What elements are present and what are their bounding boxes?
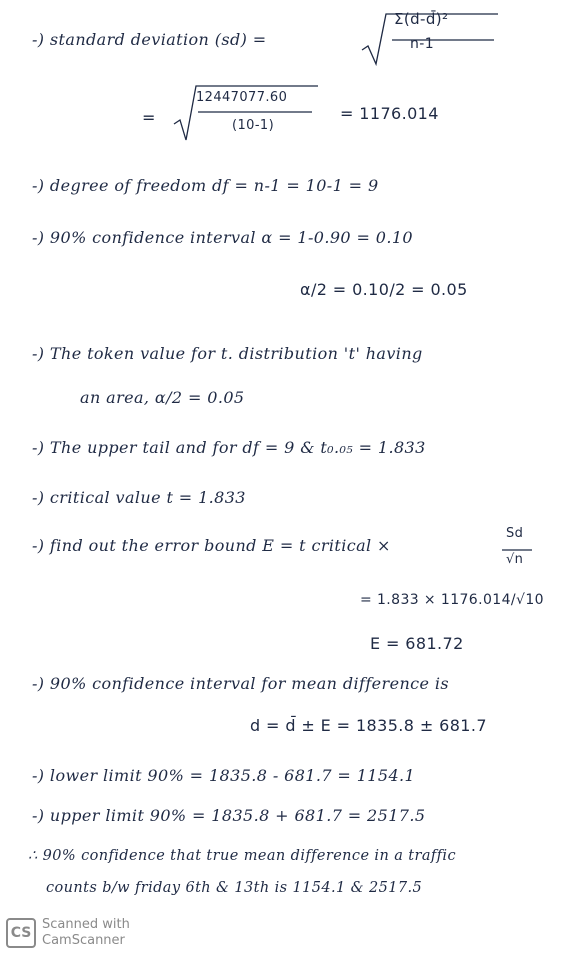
watermark-line-1: Scanned with xyxy=(42,917,130,932)
sd-label: -) standard deviation (sd) = xyxy=(32,30,267,49)
eb-result: E = 681.72 xyxy=(370,634,464,653)
dof-line: -) degree of freedom df = n-1 = 10-1 = 9 xyxy=(32,176,379,195)
eb-frac-den: √n xyxy=(506,552,524,567)
eq-sign: = xyxy=(142,108,156,127)
ci-alpha-line: -) 90% confidence interval α = 1-0.90 = 0.10 xyxy=(32,228,413,247)
ci-formula-line: d = d̄ ± E = 1835.8 ± 681.7 xyxy=(250,716,487,735)
sd-result: = 1176.014 xyxy=(340,104,439,123)
eb-frac-num: Sd xyxy=(506,526,524,541)
area-line: an area, α/2 = 0.05 xyxy=(80,388,245,407)
upper-limit-line: -) upper limit 90% = 1835.8 + 681.7 = 2517.5 xyxy=(32,806,426,825)
ci-mean-line: -) 90% confidence interval for mean difference is xyxy=(32,674,449,693)
sd-num-value: 12447077.60 xyxy=(196,90,288,105)
critical-line: -) critical value t = 1.833 xyxy=(32,488,246,507)
alpha-half-line: α/2 = 0.10/2 = 0.05 xyxy=(300,280,468,299)
conclusion-line-1: ∴ 90% confidence that true mean difference in a traffic xyxy=(28,848,456,864)
eb-calc: = 1.833 × 1176.014/√10 xyxy=(360,592,544,608)
watermark-line-2: CamScanner xyxy=(42,933,125,948)
camscanner-logo-icon: CS xyxy=(6,918,36,948)
sd-den-value: (10-1) xyxy=(232,118,275,133)
error-bound-line: -) find out the error bound E = t critical × xyxy=(32,536,391,555)
lower-limit-line: -) lower limit 90% = 1835.8 - 681.7 = 1154.1 xyxy=(32,766,416,785)
upper-tail-line: -) The upper tail and for df = 9 & t₀.₀₅ = 1.833 xyxy=(32,438,426,457)
token-line: -) The token value for t. distribution 't' having xyxy=(32,344,423,363)
sd-denominator: n-1 xyxy=(410,36,435,52)
sd-numerator: Σ(d-d̄)² xyxy=(394,10,449,28)
camscanner-watermark xyxy=(6,914,166,952)
conclusion-line-2: counts b/w friday 6th & 13th is 1154.1 & 2517.5 xyxy=(46,880,423,896)
